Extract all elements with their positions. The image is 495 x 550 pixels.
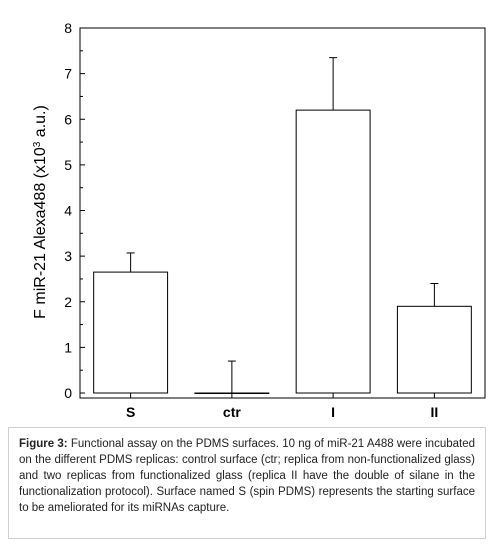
caption-paragraph bbox=[19, 436, 475, 516]
y-axis bbox=[64, 20, 85, 401]
y-tick-label: 3 bbox=[64, 248, 72, 265]
y-axis-label bbox=[32, 105, 50, 319]
figure-caption bbox=[8, 427, 486, 539]
y-tick-label: 8 bbox=[64, 20, 72, 36]
y-tick-label: 4 bbox=[64, 202, 72, 219]
y-tick-label: 1 bbox=[64, 339, 72, 356]
caption-body: Functional assay on the PDMS surfaces. 10 ng of miR-21 A488 were incubated on the different PDMS replicas: control surface (ctr; replica from non-functionalized glass) and two replicas from functionalized glass (replica II have the double of silane in the functionalization protocol). Surface named S (spin PDMS) represents the starting surface to be ameliorated for its miRNAs capture. bbox=[19, 438, 475, 514]
y-tick-label: 6 bbox=[64, 111, 72, 128]
x-tick-label-ctr: ctr bbox=[222, 404, 241, 420]
y-tick-label: 0 bbox=[64, 385, 72, 401]
bar-S bbox=[94, 272, 168, 393]
y-tick-label: 7 bbox=[64, 65, 72, 82]
y-tick-label: 2 bbox=[64, 293, 72, 310]
x-tick-label-S: S bbox=[125, 404, 136, 420]
y-axis-label-prefix: F miR-21 Alexa488 (x10 bbox=[32, 147, 49, 319]
y-axis-label-exponent: 3 bbox=[31, 141, 43, 148]
bar-I bbox=[296, 110, 370, 393]
caption-label: Figure 3: bbox=[19, 438, 68, 450]
x-tick-label-II: II bbox=[430, 404, 439, 420]
x-axis bbox=[126, 393, 438, 420]
y-axis-label-suffix: a.u.) bbox=[32, 105, 49, 142]
bars-layer bbox=[94, 58, 472, 394]
x-tick-label-I: I bbox=[331, 404, 336, 420]
y-tick-label: 5 bbox=[64, 156, 72, 173]
bar-II bbox=[397, 306, 471, 393]
